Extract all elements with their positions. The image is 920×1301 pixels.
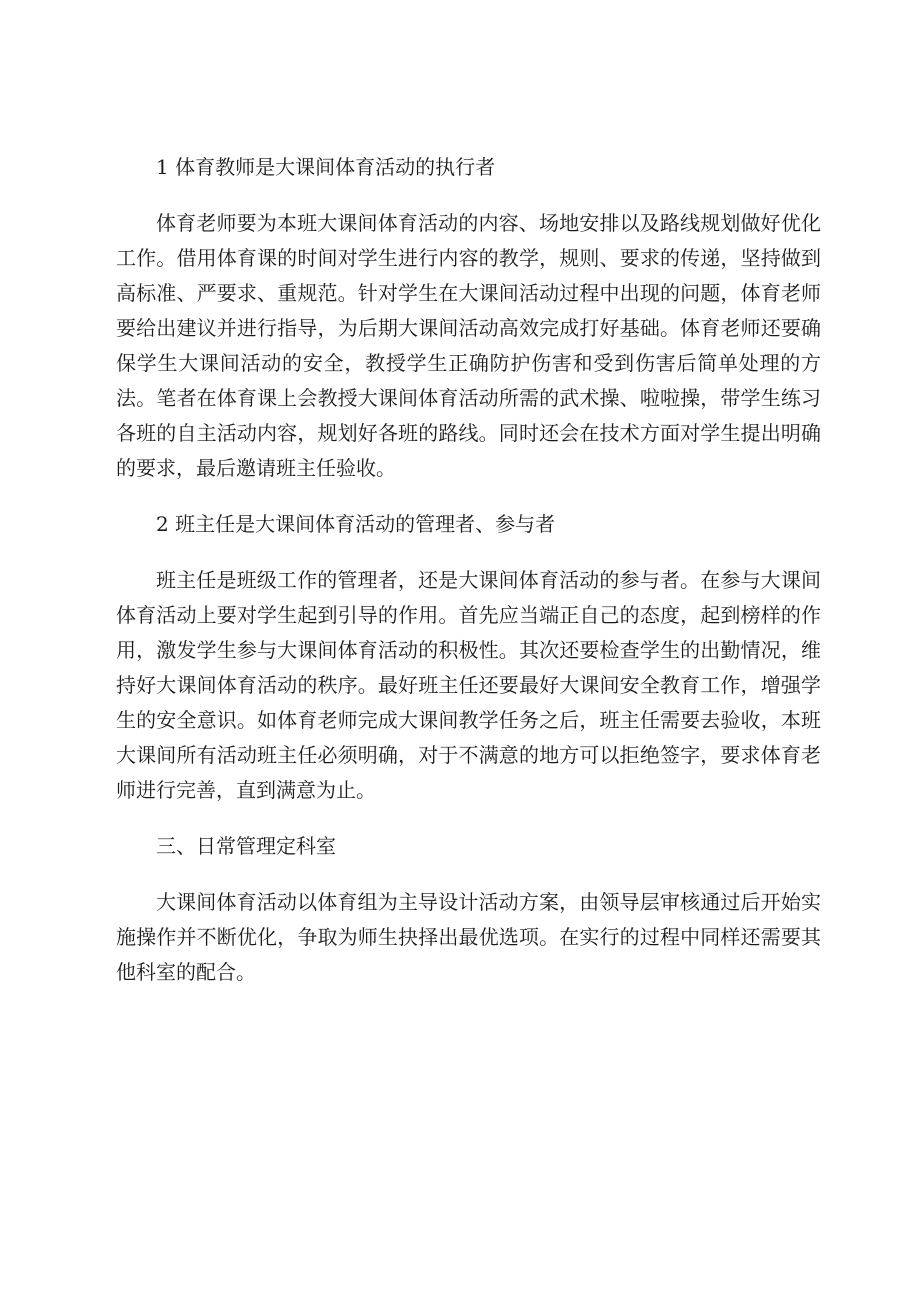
- section-paragraph-3: 大课间体育活动以体育组为主导设计活动方案，由领导层审核通过后开始实施操作并不断优化，争取为师生抉择出最优选项。在实行的过程中同样还需要其他科室的配合。: [116, 890, 821, 984]
- section-heading-1: 1 体育教师是大课间体育活动的执行者: [156, 155, 496, 179]
- section-heading-2: 2 班主任是大课间体育活动的管理者、参与者: [156, 512, 556, 536]
- section-paragraph-1: 体育老师要为本班大课间体育活动的内容、场地安排以及路线规划做好优化工作。借用体育课的时间对学生进行内容的教学，规则、要求的传递，坚持做到高标准、严要求、重规范。针对学生在大课间活动过程中出现的问题，体育老师要给出建议并进行指导，为后期大课间活动高效完成打好基础。体育老师还要确保学生大课间活动的安全，教授学生正确防护伤害和受到伤害后简单处理的方法。笔者在体育课上会教授大课间体育活动所需的武术操、啦啦操，带学生练习各班的自主活动内容，规划好各班的路线。同时还会在技术方面对学生提出明确的要求，最后邀请班主任验收。: [116, 211, 821, 480]
- section-heading-3: 三、日常管理定科室: [156, 834, 336, 858]
- section-paragraph-2: 班主任是班级工作的管理者，还是大课间体育活动的参与者。在参与大课间体育活动上要对学生起到引导的作用。首先应当端正自己的态度，起到榜样的作用，激发学生参与大课间体育活动的积极性。其次还要检查学生的出勤情况，维持好大课间体育活动的秩序。最好班主任还要最好大课间安全教育工作，增强学生的安全意识。如体育老师完成大课间教学任务之后，班主任需要去验收，本班大课间所有活动班主任必须明确，对于不满意的地方可以拒绝签字，要求体育老师进行完善，直到满意为止。: [116, 568, 821, 802]
- document-body: [116, 150, 821, 1011]
